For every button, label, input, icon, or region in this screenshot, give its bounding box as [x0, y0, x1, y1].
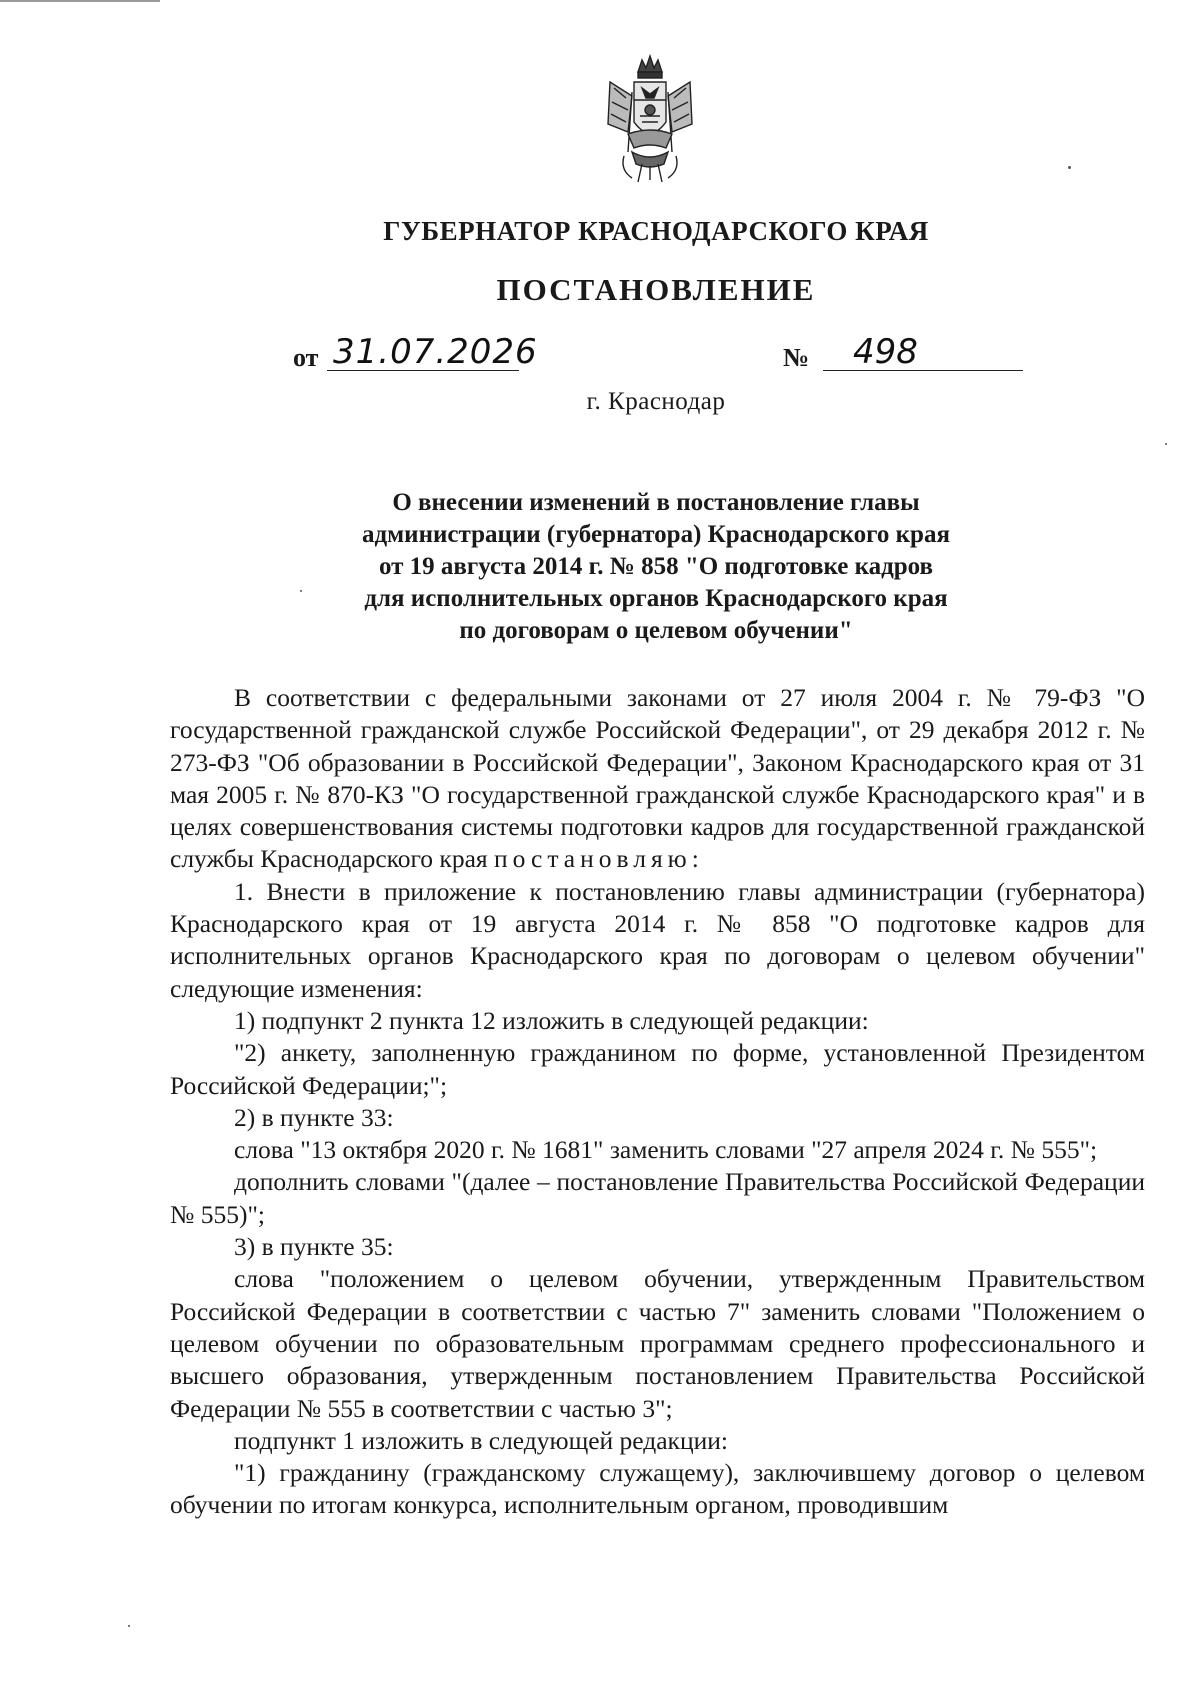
preamble-text: В соответствии с федеральными законами от 27 июля 2004 г. № 79-ФЗ "О государственной гражданской службе Российской Федерации", от 29 декабря 2012 г. № 273-ФЗ "Об образовании в Российской Федерации", Законом Краснодарского края от 31 мая 2005 г. № 870-КЗ "О государственной гражданской службе Краснодарского края" и в целях совершенствования системы подготовки кадров для государственной гражданской службы Краснодарского края [170, 683, 1145, 874]
scan-speck [128, 1625, 130, 1627]
scan-speck [1165, 443, 1167, 445]
handwritten-date: 31.07.2026 [327, 333, 519, 371]
subitem-3-words: слова "положением о целевом обучении, утвержденным Правительством Российской Федерации в соответствии с частью 7" заменить словами "Положением о целевом обучении по образовательным программам среднего профессионального и высшего образования, утвержденным постановлением Правительства Российской Федерации № 555 в соответствии с частью 3"; [170, 1264, 1145, 1423]
scan-artifact-line [0, 0, 160, 2]
subitem-2: 2) в пункте 33: [234, 1102, 394, 1132]
title-line: по договорам о целевом обучении" [459, 617, 853, 644]
title-line: для исполнительных органов Краснодарского края [364, 585, 948, 612]
document-type: ПОСТАНОВЛЕНИЕ [496, 272, 816, 307]
subitem-1: 1) подпункт 2 пункта 12 изложить в следующей редакции: [234, 1005, 869, 1035]
date-number-row [293, 333, 1023, 377]
preamble-paragraph [170, 682, 1145, 876]
document-body [170, 682, 1145, 1522]
title-line: от 19 августа 2014 г. № 858 "О подготовке кадров [378, 553, 934, 580]
subitem-2-addition: дополнить словами "(далее – постановление Правительства Российской Федерации № 555)"; [170, 1167, 1145, 1229]
city: г. Краснодар [586, 388, 726, 415]
title-line: администрации (губернатора) Краснодарского края [362, 521, 950, 548]
title-line: О внесении изменений в постановление главы [392, 489, 920, 516]
issuing-authority: ГУБЕРНАТОР КРАСНОДАРСКОГО КРАЯ [383, 216, 929, 246]
handwritten-number: 498 [823, 333, 1023, 371]
paragraph-1: 1. Внести в приложение к постановлению главы администрации (губернатора) Краснодарского края от 19 августа 2014 г. № 858 "О подготовке кадров для исполнительных органов Краснодарского края по договорам о целевом обучении" следующие изменения: [170, 876, 1145, 1003]
number-prefix: № [783, 343, 810, 372]
subitem-3-sub1: подпункт 1 изложить в следующей редакции: [234, 1425, 728, 1455]
coat-of-arms-emblem [602, 52, 698, 184]
scan-speck [1068, 166, 1071, 169]
subitem-2-words: слова "13 октября 2020 г. № 1681" заменить словами "27 апреля 2024 г. № 555"; [234, 1135, 1098, 1165]
subitem-3: 3) в пункте 35: [234, 1232, 394, 1262]
decree-word: постановляю: [494, 844, 704, 874]
subitem-1-text: "2) анкету, заполненную гражданином по форме, установленной Президентом Российской Федерации;"; [170, 1038, 1145, 1100]
date-prefix: от [293, 343, 319, 372]
document-title [300, 487, 1012, 647]
subitem-3-sub1-text: "1) гражданину (гражданскому служащему), заключившему договор о целевом обучении по итогам конкурса, исполнительным органом, проводившим [170, 1458, 1145, 1520]
